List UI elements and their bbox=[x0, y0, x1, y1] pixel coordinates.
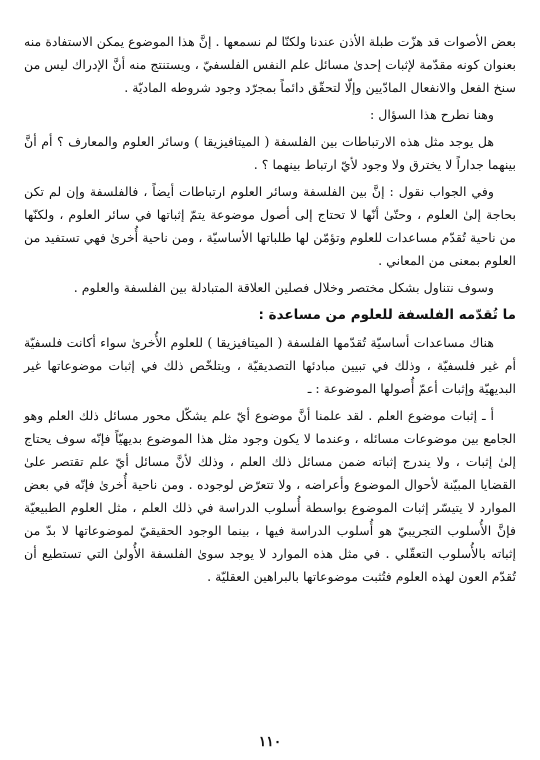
paragraph-philosophy-aids: هناك مساعدات أساسيّة تُقدّمها الفلسفة ( الميتافيزيقا ) للعلوم الأُخرىٰ سواء أكانت فلسفيّة أم غير فلسفيّة ، وذلك في تبيين مبادئها التصديقيّة ، ويتلخّص ذلك في إثبات موضوعاتها غير البديهيّة وإثبات أعمّ أُصولها الموضوعة : ـ bbox=[24, 335, 516, 396]
paragraph-question: هل يوجد مثل هذه الارتباطات بين الفلسفة ( الميتافيزيقا ) وسائر العلوم والمعارف ؟ أم أنَّ بينهما جداراً لا يخترق ولا وجود لأيّ ارتباط بينهما ؟ . bbox=[24, 134, 516, 172]
book-page bbox=[24, 30, 516, 730]
paragraph-perception-conclusion: بعض الأصوات قد هزّت طبلة الأذن عندنا ولكنّا لم نسمعها . إنَّ هذا الموضوع يمكن الاستفادة منه بعنوان كونه مقدّمة لإثبات إحدىٰ مسائل علم النفس الفلسفيّ ، ويستنتج منه أنَّ الإدراك ليس من سنخ الفعل والانفعال المادّيين وإلّا لتحقّق دائماً بمجرّد وجود شروطه الماديّة . bbox=[24, 34, 516, 95]
paragraph-question-intro: وهنا نطرح هذا السؤال : bbox=[369, 107, 494, 122]
paragraph-overview: وسوف نتناول بشكل مختصر وخلال فصلين العلاقة المتبادلة بين الفلسفة والعلوم . bbox=[73, 280, 494, 295]
section-heading: ما تُقدّمه الفلسفة للعلوم من مساعدة : bbox=[258, 307, 516, 323]
page-number: ١١٠ bbox=[258, 734, 282, 750]
paragraph-answer: وفي الجواب نقول : إنَّ بين الفلسفة وسائر العلوم ارتباطات أيضاً ، فالفلسفة وإن لم تكن بحاجة إلىٰ العلوم ، وحتّىٰ أنّها لا تحتاج إلى أصول موضوعة يتمّ إثباتها في سائر العلوم ، ولكنّها من ناحية تُقدّم مساعدات للعلوم وتؤمّن لها طلباتها الأساسيّة ، ومن ناحية أُخرىٰ فهي تستفيد من العلوم بمعنى من المعاني . bbox=[24, 184, 516, 268]
paragraph-proving-subject: أ ـ إثبات موضوع العلم . لقد علمنا أنَّ موضوع أيّ علم يشكّل محور مسائل ذلك العلم وهو الجامع بين موضوعات مسائله ، وعندما لا يكون وجود مثل هذا الموضوع بديهيّاً فإنّه سوف يحتاج إلىٰ إثبات ، ولا يندرج إثباته ضمن مسائل ذلك العلم ، وذلك لأنَّ مسائل أيّ علم تقتصر علىٰ القضايا المبيّنة لأحوال الموضوع وأعراضه ، ولا تتعرّض لوجوده . ومن ناحية أُخرىٰ فإنّه في بعض الموارد لا يتيسّر إثبات الموضوع بواسطة أُسلوب الدراسة في ذلك العلم ، مثل العلوم الطبيعيّة فإنَّ الأُسلوب التجريبيّ هو أُسلوب الدراسة فيها ، بينما الوجود الحقيقيّ لموضوعاتها لا بدّ من إثباته بالأُسلوب التعقّلي . في مثل هذه الموارد لا يوجد سوىٰ الفلسفة الأُولىٰ التي تستطيع أن تُقدّم العون لهذه العلوم فتُثبت موضوعاتها بالبراهين العقليّة . bbox=[24, 408, 516, 584]
